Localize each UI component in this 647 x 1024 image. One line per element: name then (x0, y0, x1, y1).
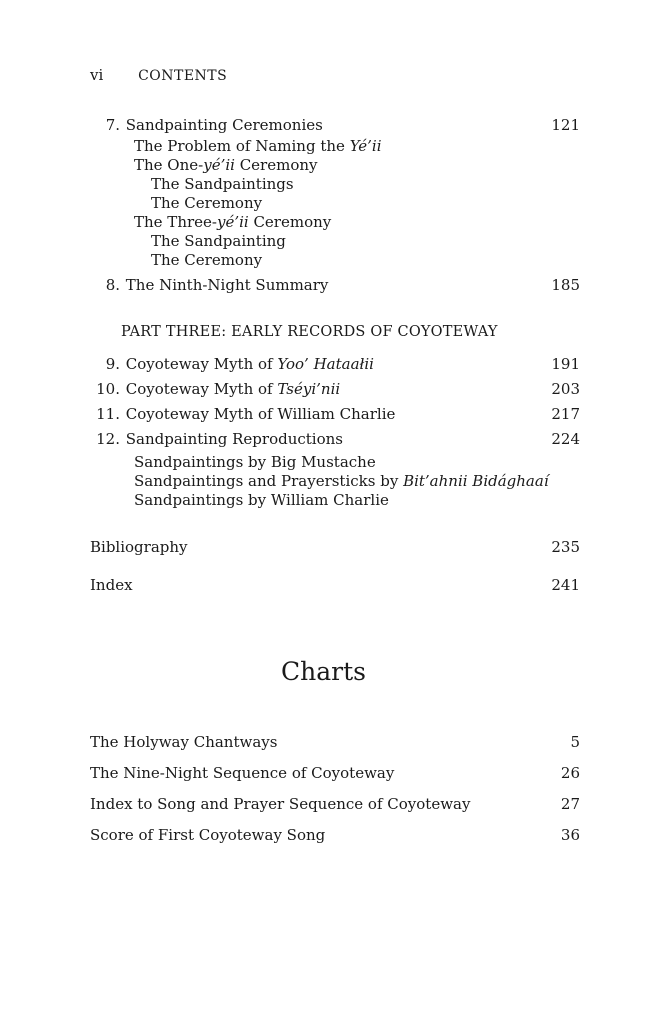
chapter-title: Sandpainting Ceremonies (125, 116, 323, 134)
page-number: 121 (551, 116, 580, 134)
toc-entry-ch11: 11. Coyoteway Myth of William Charlie 217 (96, 405, 580, 423)
toc-entry-ch7 (90, 116, 580, 135)
toc-subentry: The Ceremony (151, 251, 263, 269)
toc-entry-ch9: 9. Coyoteway Myth of Yoo’ Hataałii 191 (105, 355, 580, 373)
toc-subentry: The Sandpainting (151, 232, 286, 250)
toc-subentry: The Three-yé’ii Ceremony (134, 213, 332, 231)
toc-subentry: The Ceremony (151, 194, 263, 212)
toc-subentry: Sandpaintings by William Charlie (134, 491, 389, 509)
toc-entry-index: Index 241 (90, 576, 580, 594)
part-heading: PART THREE: EARLY RECORDS OF COYOTEWAY (121, 324, 498, 340)
toc-entry-bibliography: Bibliography 235 (90, 538, 580, 556)
toc-subentry: The One-yé’ii Ceremony (134, 156, 318, 174)
toc-subentry: The Problem of Naming the Yé’ii (134, 137, 382, 155)
running-title: CONTENTS (138, 68, 228, 84)
charts-heading: Charts (281, 657, 366, 686)
page-folio: vi (90, 66, 104, 84)
chart-list-item: The Nine-Night Sequence of Coyoteway 26 (90, 764, 580, 782)
chart-list-item: Score of First Coyoteway Song 36 (90, 826, 580, 844)
toc-subentry: The Sandpaintings (151, 175, 294, 193)
chapter-number: 7. (105, 116, 120, 134)
toc-subentry: Sandpaintings by Big Mustache (134, 453, 376, 471)
chart-list-item: The Holyway Chantways 5 (90, 733, 580, 751)
running-header (90, 66, 227, 84)
toc-entry-ch10: 10. Coyoteway Myth of Tséyi’nii 203 (96, 380, 580, 398)
toc-entry-ch8: 8. The Ninth-Night Summary 185 (105, 276, 580, 294)
chart-list-item: Index to Song and Prayer Sequence of Coyoteway 27 (90, 795, 580, 813)
toc-subentry: Sandpaintings and Prayersticks by Bit’ahnii Bidághaaí (134, 472, 549, 490)
toc-entry-ch12: 12. Sandpainting Reproductions 224 (96, 430, 580, 448)
